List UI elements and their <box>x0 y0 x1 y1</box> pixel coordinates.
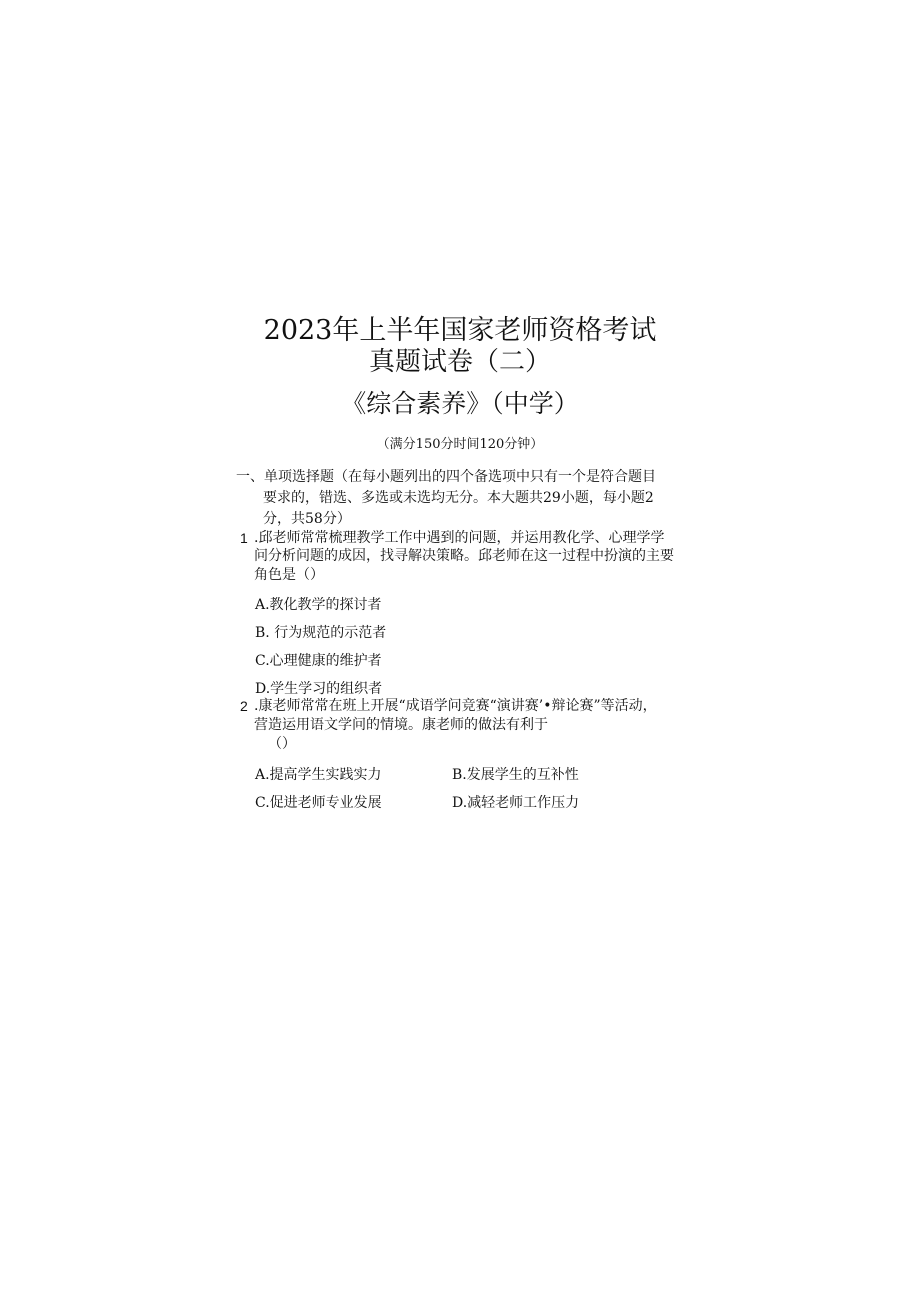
question-stem-line: .邱老师常常梳理教学工作中遇到的问题，并运用教化学、心理学学 <box>254 530 665 546</box>
answer-option[interactable]: A.教化教学的探讨者 <box>255 597 382 613</box>
question-stem-line: .康老师常常在班上开展“成语学问竞赛“演讲赛’•辩论赛”等活动， <box>254 698 657 714</box>
question-stem-line: 角色是（） <box>254 567 324 583</box>
answer-option[interactable]: D.减轻老师工作压力 <box>452 795 580 811</box>
answer-option[interactable]: B. 行为规范的示范者 <box>255 625 387 641</box>
question-stem-line: 问分析问题的成因，找寻解决策略。邱老师在这一过程中扮演的主要 <box>254 548 674 564</box>
question-number: 2 <box>240 698 248 714</box>
question-stem-line: 营造运用语文学问的情境。康老师的做法有利于 <box>254 717 548 733</box>
exam-title-part: 真题试卷（二） <box>368 347 551 377</box>
answer-option[interactable]: C.促进老师专业发展 <box>255 795 382 811</box>
exam-subject: 《综合素养》（中学） <box>341 389 579 418</box>
question-number: 1 <box>240 530 248 546</box>
section-heading-line: 一、单项选择题（在每小题列出的四个备选项中只有一个是符合题目 <box>236 469 656 485</box>
answer-option[interactable]: B.发展学生的互补性 <box>452 767 579 783</box>
exam-score-time: （满分150分时间120分钟） <box>376 437 544 452</box>
section-heading-line: 要求的，错选、多选或未选均无分。本大题共29小题，每小题2 <box>263 490 654 506</box>
question-stem-line: （） <box>268 736 296 752</box>
answer-option[interactable]: A.提高学生实践实力 <box>255 767 382 783</box>
section-heading-line: 分，共58分） <box>263 511 351 527</box>
answer-option[interactable]: C.心理健康的维护者 <box>255 653 382 669</box>
answer-option[interactable]: D.学生学习的组织者 <box>255 681 383 697</box>
exam-title: 2023年上半年国家老师资格考试 <box>263 315 657 346</box>
